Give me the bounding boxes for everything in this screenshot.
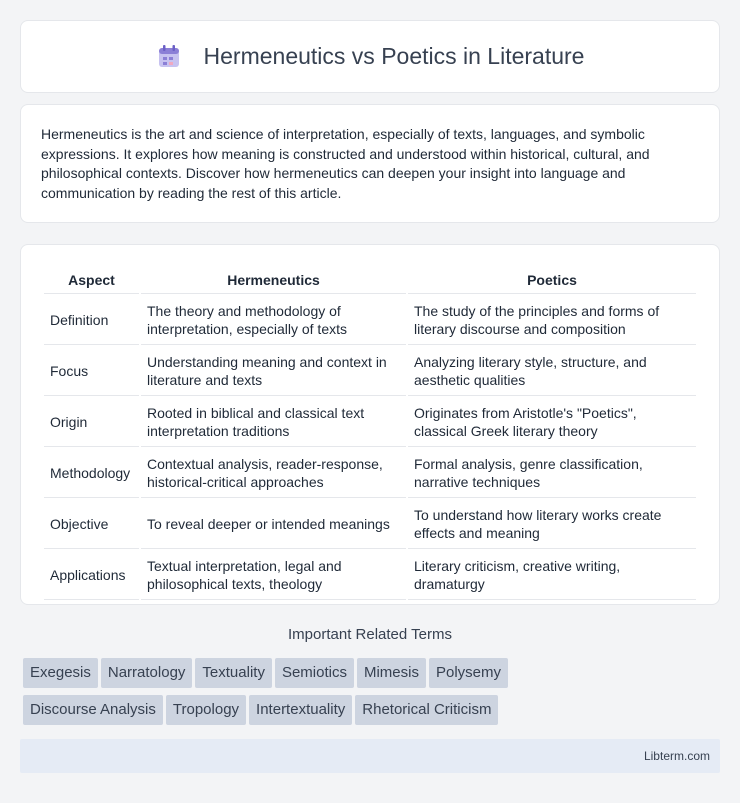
related-term-tag[interactable]: Textuality [195,658,272,688]
poetics-cell: Analyzing literary style, structure, and aesthetic qualities [408,347,696,396]
header-poetics: Poetics [408,267,696,294]
hermeneutics-cell: The theory and methodology of interpretation, especially of texts [141,296,406,345]
table-row [44,500,696,549]
page-title: Hermeneutics vs Poetics in Literature [203,43,585,69]
aspect-cell: Applications [44,551,139,600]
related-term-tag[interactable]: Rhetorical Criticism [355,695,498,725]
hermeneutics-cell: Textual interpretation, legal and philosophical texts, theology [141,551,406,600]
related-term-tag[interactable]: Semiotics [275,658,354,688]
header-hermeneutics: Hermeneutics [141,267,406,294]
aspect-cell: Objective [44,500,139,549]
related-terms-title: Important Related Terms [288,626,452,643]
intro-text: Hermeneutics is the art and science of interpretation, especially of texts, languages, and symbolic expressions. It explores how meaning is constructed and understood within historical, cultural, and philosophical contexts. Discover how hermeneutics can deepen your insight into language and communication by reading the rest of this article. [41,126,650,201]
related-term-tag[interactable]: Narratology [101,658,193,688]
hermeneutics-cell: Understanding meaning and context in literature and texts [141,347,406,396]
header-card [20,20,720,93]
aspect-cell: Definition [44,296,139,345]
related-term-tag[interactable]: Polysemy [429,658,508,688]
table-row [44,398,696,447]
hermeneutics-cell: To reveal deeper or intended meanings [141,500,406,549]
related-term-tag[interactable]: Tropology [166,695,246,725]
table-row [44,551,696,600]
related-term-tag[interactable]: Intertextuality [249,695,352,725]
aspect-cell: Origin [44,398,139,447]
related-terms-list [23,658,723,732]
footer [20,739,720,773]
aspect-cell: Methodology [44,449,139,498]
poetics-cell: To understand how literary works create effects and meaning [408,500,696,549]
related-term-tag[interactable]: Discourse Analysis [23,695,163,725]
hermeneutics-cell: Rooted in biblical and classical text interpretation traditions [141,398,406,447]
comparison-table [42,265,698,602]
calendar-icon [156,44,182,70]
related-term-tag[interactable]: Mimesis [357,658,426,688]
poetics-cell: Formal analysis, genre classification, narrative techniques [408,449,696,498]
hermeneutics-cell: Contextual analysis, reader-response, historical-critical approaches [141,449,406,498]
footer-site-link[interactable]: Libterm.com [643,749,710,763]
aspect-cell: Focus [44,347,139,396]
intro-card [20,104,720,223]
header-aspect: Aspect [44,267,139,294]
related-term-tag[interactable]: Exegesis [23,658,98,688]
poetics-cell: Literary criticism, creative writing, dramaturgy [408,551,696,600]
comparison-card [20,244,720,605]
table-row [44,296,696,345]
table-row [44,449,696,498]
poetics-cell: Originates from Aristotle's "Poetics", classical Greek literary theory [408,398,696,447]
table-header-row [44,267,696,294]
poetics-cell: The study of the principles and forms of literary discourse and composition [408,296,696,345]
table-row [44,347,696,396]
